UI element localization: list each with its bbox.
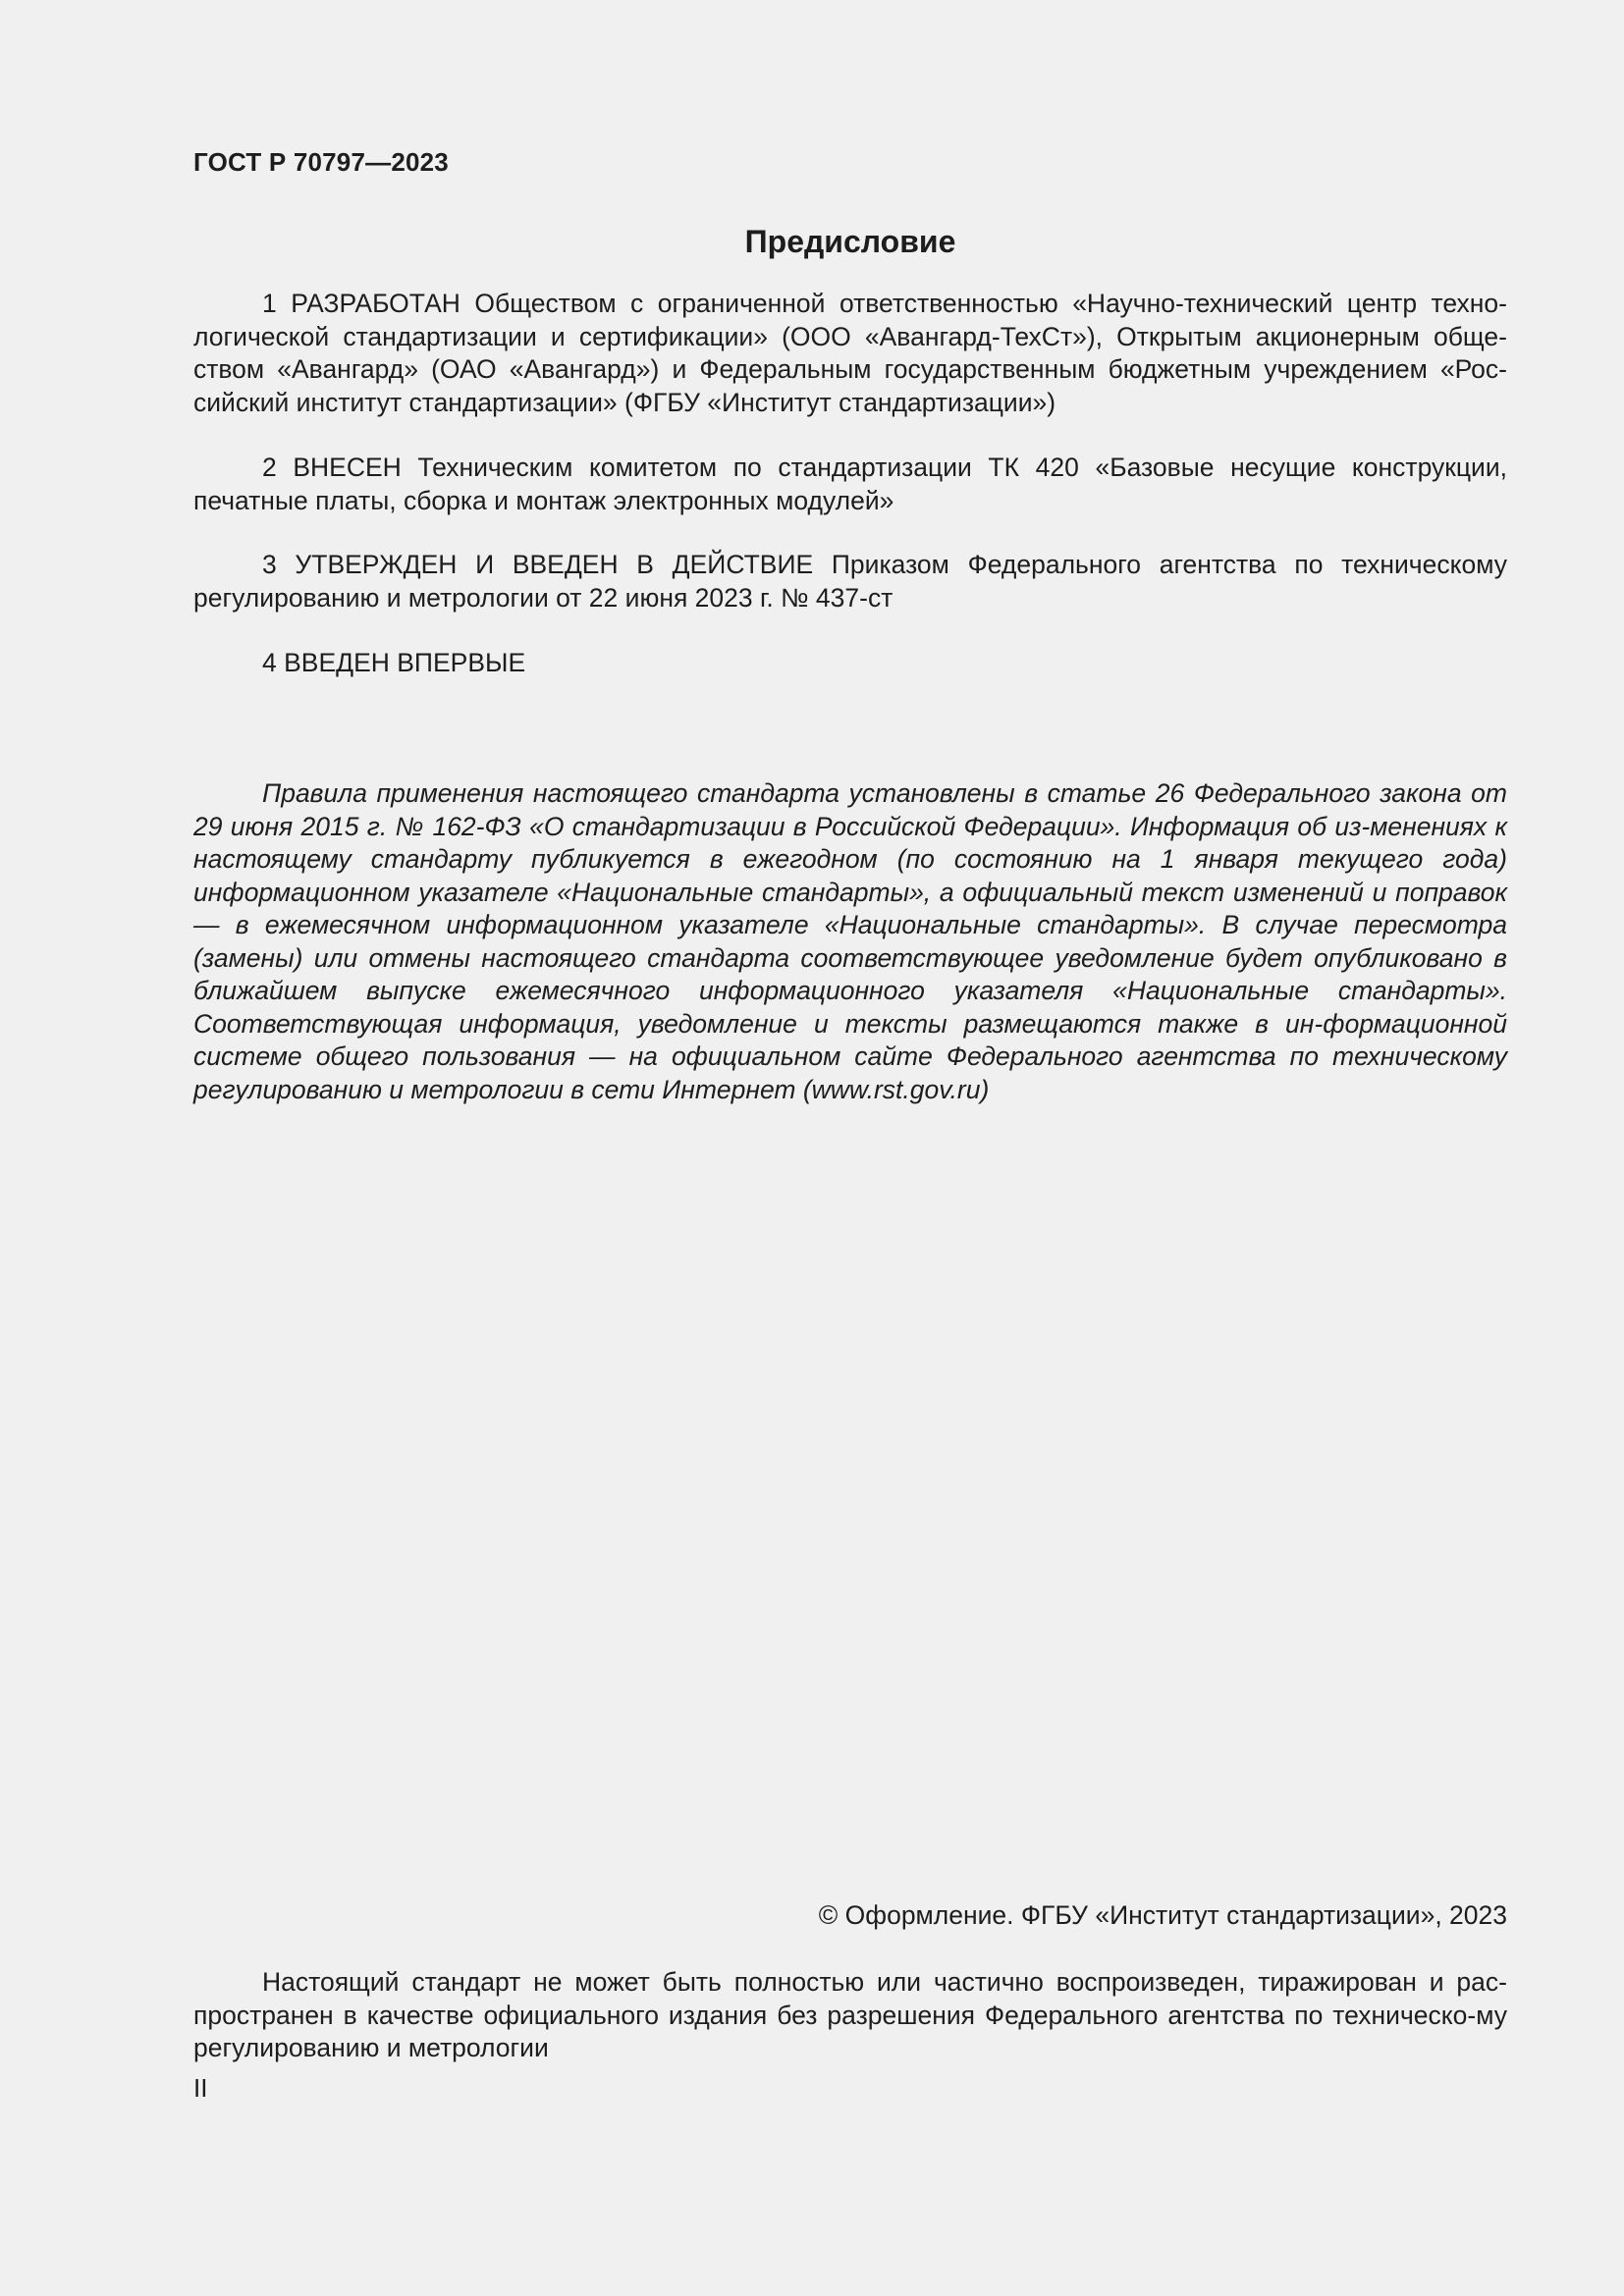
foreword-item-2: 2 ВНЕСЕН Техническим комитетом по стандартизации ТК 420 «Базовые несущие конструкции, печатные платы, сборка и монтаж электронных модулей» <box>193 453 1507 515</box>
foreword-item-1: 1 РАЗРАБОТАН Обществом с ограниченной ответственностью «Научно-технический центр техно-логической стандартизации и сертификации» (ООО «Авангард-ТехСт»), Открытым акционерным обще-ством «Авангард» (ОАО «Авангард») и Федеральным государственным бюджетным учреждением «Рос-сийский институт стандартизации» (ФГБУ «Институт стандартизации») <box>193 289 1507 417</box>
page-number: II <box>193 2073 208 2103</box>
copyright-line: © Оформление. ФГБУ «Институт стандартизации», 2023 <box>818 1900 1507 1930</box>
page-title: Предисловие <box>744 224 956 259</box>
foreword-item-3: 3 УТВЕРЖДЕН И ВВЕДЕН В ДЕЙСТВИЕ Приказом Федерального агентства по техническому регулированию и метрологии от 22 июня 2023 г. № 437-ст <box>193 550 1507 613</box>
document-code: ГОСТ Р 70797—2023 <box>193 147 449 177</box>
foreword-item-4: 4 ВВЕДЕН ВПЕРВЫЕ <box>262 648 526 677</box>
application-rules-note: Правила применения настоящего стандарта установлены в статье 26 Федерального закона от 29 июня 2015 г. № 162-ФЗ «О стандартизации в Российской Федерации». Информация об из-менениях к настоящему стандарту публикуется в ежегодном (по состоянию на 1 января текущего года) информационном указателе «Национальные стандарты», а официальный текст изменений и поправок — в ежемесячном информационном указателе «Национальные стандарты». В случае пересмотра (замены) или отмены настоящего стандарта соответствующее уведомление будет опубликовано в ближайшем выпуске ежемесячного информационного указателя «Национальные стандарты». Соответствующая информация, уведомление и тексты размещаются также в ин-формационной системе общего пользования — на официальном сайте Федерального агентства по техническому регулированию и метрологии в сети Интернет (www.rst.gov.ru) <box>193 778 1507 1104</box>
reproduction-notice: Настоящий стандарт не может быть полностью или частично воспроизведен, тиражирован и рас-пространен в качестве официального издания без разрешения Федерального агентства по техническо-му регулированию и метрологии <box>193 1967 1507 2062</box>
